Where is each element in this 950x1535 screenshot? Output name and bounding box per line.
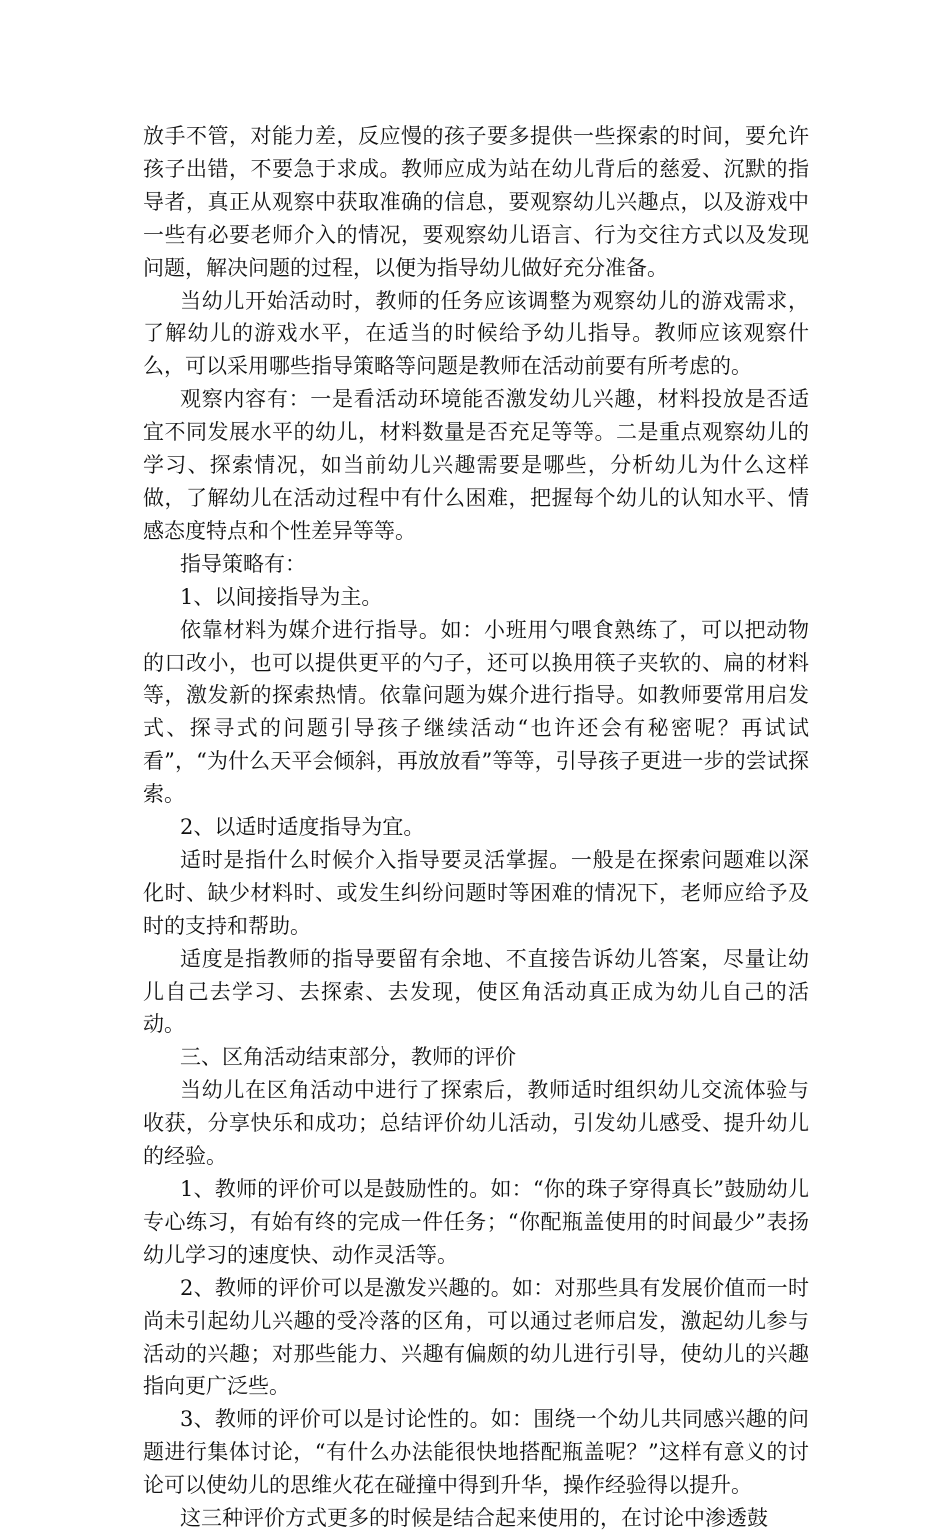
- section-heading: 2、以适时适度指导为宜。: [180, 815, 425, 840]
- paragraph: 2、教师的评价可以是激发兴趣的。如：对那些具有发展价值而一时尚未引起幼儿兴趣的受冷落的区角，可以通过老师启发，激起幼儿参与活动的兴趣；对那些能力、兴趣有偏颇的幼儿进行引导，使幼儿的兴趣指向更广泛些。: [143, 1275, 809, 1399]
- paragraph: 当幼儿开始活动时，教师的任务应该调整为观察幼儿的游戏需求，了解幼儿的游戏水平，在适当的时候给予幼儿指导。教师应该观察什么，可以采用哪些指导策略等问题是教师在活动前要有所考虑的。: [143, 288, 809, 379]
- paragraph: 1、教师的评价可以是鼓励性的。如：“你的珠子穿得真长”鼓励幼儿专心练习，有始有终的完成一件任务；“你配瓶盖使用的时间最少”表扬幼儿学习的速度快、动作灵活等。: [143, 1177, 809, 1267]
- section-heading: 1、以间接指导为主。: [180, 584, 383, 609]
- paragraph: 这三种评价方式更多的时候是结合起来使用的，在讨论中渗透鼓: [180, 1506, 768, 1531]
- section-heading: 三、区角活动结束部分，教师的评价: [180, 1045, 516, 1070]
- paragraph: 当幼儿在区角活动中进行了探索后，教师适时组织幼儿交流体验与收获，分享快乐和成功；总结评价幼儿活动，引发幼儿感受、提升幼儿的经验。: [143, 1078, 809, 1169]
- paragraph: 依靠材料为媒介进行指导。如：小班用勺喂食熟练了，可以把动物的口改小，也可以提供更平的勺子，还可以换用筷子夹软的、扁的材料等，激发新的探索热情。依靠问题为媒介进行指导。如教师要常用启发式、探寻式的问题引导孩子继续活动“也许还会有秘密呢？再试试看”，“为什么天平会倾斜，再放放看”等等，引导孩子更进一步的尝试探索。: [143, 617, 809, 807]
- paragraph: 观察内容有：一是看活动环境能否激发幼儿兴趣，材料投放是否适宜不同发展水平的幼儿，材料数量是否充足等等。二是重点观察幼儿的学习、探索情况，如当前幼儿兴趣需要是哪些，分析幼儿为什么这样做，了解幼儿在活动过程中有什么困难，把握每个幼儿的认知水平、情感态度特点和个性差异等等。: [143, 387, 809, 543]
- document-page: [143, 120, 809, 1535]
- paragraph: 3、教师的评价可以是讨论性的。如：围绕一个幼儿共同感兴趣的问题进行集体讨论，“有什么办法能很快地搭配瓶盖呢？”这样有意义的讨论可以使幼儿的思维火花在碰撞中得到升华，操作经验得以提升。: [143, 1407, 809, 1498]
- paragraph: 放手不管，对能力差，反应慢的孩子要多提供一些探索的时间，要允许孩子出错，不要急于求成。教师应成为站在幼儿背后的慈爱、沉默的指导者，真正从观察中获取准确的信息，要观察幼儿兴趣点，以及游戏中一些有必要老师介入的情况，要观察幼儿语言、行为交往方式以及发现问题，解决问题的过程，以便为指导幼儿做好充分准备。: [143, 124, 809, 280]
- section-heading: 指导策略有：: [180, 551, 306, 576]
- paragraph: 适度是指教师的指导要留有余地、不直接告诉幼儿答案，尽量让幼儿自己去学习、去探索、去发现，使区角活动真正成为幼儿自己的活动。: [143, 946, 809, 1037]
- paragraph: 适时是指什么时候介入指导要灵活掌握。一般是在探索问题难以深化时、缺少材料时、或发生纠纷问题时等困难的情况下，老师应给予及时的支持和帮助。: [143, 847, 809, 938]
